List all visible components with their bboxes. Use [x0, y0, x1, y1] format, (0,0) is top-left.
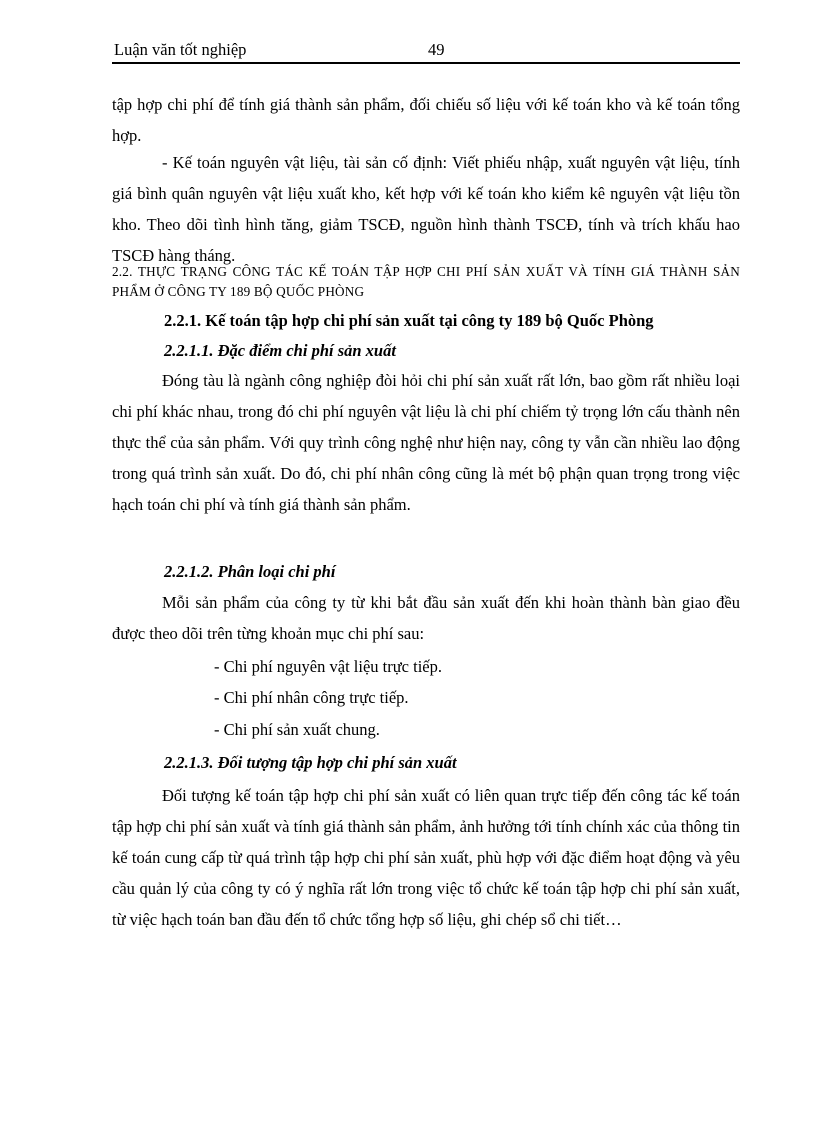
heading-2-2-1-3: 2.2.1.3. Đối tượng tập hợp chi phí sản xuất [164, 753, 457, 772]
header-title: Luận văn tốt nghiệp [114, 40, 247, 59]
paragraph-continued: tập hợp chi phí để tính giá thành sản phẩm, đối chiếu số liệu với kế toán kho và kế toán tổng hợp. [112, 95, 740, 145]
paragraph-cost-classification: Mỗi sản phẩm của công ty từ khi bắt đầu sản xuất đến khi hoàn thành bàn giao đều được theo dõi trên từng khoản mục chi phí sau: [112, 593, 740, 643]
paragraph-cost-object: Đối tượng kế toán tập hợp chi phí sản xuất có liên quan trực tiếp đến công tác kế toán tập hợp chi phí sản xuất và tính giá thành sản phẩm, ảnh hưởng tới tính chính xác của thông tin kế toán cung cấp từ quá trình tập hợp chi phí sản xuất, phù hợp với đặc điểm hoạt động và yêu cầu quản lý của công ty có ý nghĩa rất lớn trong việc tổ chức kế toán tập hợp chi phí sản xuất, từ việc hạch toán ban đầu đến tổ chức tổng hợp số liệu, ghi chép sổ chi tiết… [112, 786, 740, 929]
paragraph-cost-features: Đóng tàu là ngành công nghiệp đòi hỏi chi phí sản xuất rất lớn, bao gồm rất nhiều loại chi phí khác nhau, trong đó chi phí nguyên vật liệu là chi phí chiếm tỷ trọng lớn cấu thành nên thực thể của sản phẩm. Với quy trình công nghệ như hiện nay, công ty vẫn cần nhiều lao động trong quá trình sản xuất. Do đó, chi phí nhân công cũng là mét bộ phận quan trọng trong việc hạch toán chi phí và tính giá thành sản phẩm. [112, 371, 740, 514]
list-item: - Chi phí sản xuất chung. [214, 720, 380, 739]
page-number: 49 [428, 40, 445, 59]
paragraph-fixed-assets: - Kế toán nguyên vật liệu, tài sản cố định: Viết phiếu nhập, xuất nguyên vật liệu, tính giá bình quân nguyên vật liệu xuất kho, kết hợp với kế toán kho kiểm kê nguyên vật liệu tồn kho. Theo dõi tình hình tăng, giảm TSCĐ, nguồn hình thành TSCĐ, tính và trích khấu hao TSCĐ hàng tháng. [112, 153, 740, 265]
heading-2-2-1: 2.2.1. Kế toán tập hợp chi phí sản xuất tại công ty 189 bộ Quốc Phòng [164, 311, 654, 330]
list-item: - Chi phí nguyên vật liệu trực tiếp. [214, 657, 442, 676]
heading-2-2-1-1: 2.2.1.1. Đặc điểm chi phí sản xuất [164, 341, 396, 360]
heading-2-2-1-2: 2.2.1.2. Phân loại chi phí [164, 562, 336, 581]
page-header [112, 38, 740, 64]
list-item: - Chi phí nhân công trực tiếp. [214, 688, 409, 707]
section-heading-2-2: 2.2. THỰC TRẠNG CÔNG TÁC KẾ TOÁN TẬP HỢP CHI PHÍ SẢN XUẤT VÀ TÍNH GIÁ THÀNH SẢN PHẨM Ở CÔNG TY 189 BỘ QUỐC PHÒNG [112, 264, 740, 299]
